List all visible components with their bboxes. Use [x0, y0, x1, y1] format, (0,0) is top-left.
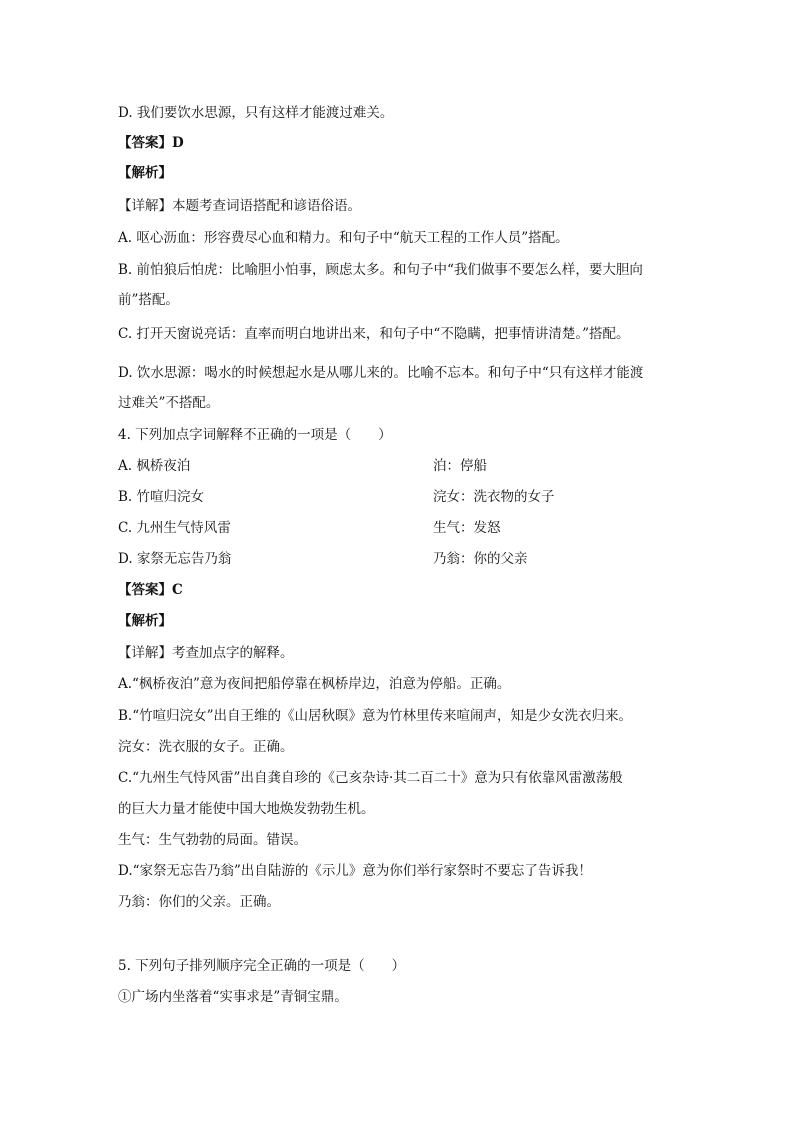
q3-analysis-d-line1: D. 饮水思源：喝水的时候想起水是从哪儿来的。比喻不忘本。和句子中“只有这样才能渡: [118, 365, 644, 381]
q5-item-1: ①广场内坐落着“实事求是”青铜宝鼎。: [118, 989, 348, 1005]
q3-option-d: D. 我们要饮水思源，只有这样才能渡过难关。: [118, 105, 394, 121]
q4-option-c-left: C. 九州生气恃风雷: [118, 520, 231, 536]
q3-analysis-b-line1: B. 前怕狼后怕虎：比喻胆小怕事，顾虑太多。和句子中“我们做事不要怎么样，要大胆向: [118, 262, 643, 278]
q3-analysis-label: 【解析】: [118, 165, 172, 181]
q3-analysis-a: A. 呕心沥血：形容费尽心血和精力。和句子中“航天工程的工作人员”搭配。: [118, 230, 569, 246]
q3-answer: 【答案】D: [118, 135, 184, 151]
q4-analysis-b-line1: B.“竹喧归浣女”出自王维的《山居秋暝》意为竹林里传来喧闹声，知是少女洗衣归来。: [118, 708, 633, 724]
q4-option-d-right: 乃翁：你的父亲: [433, 551, 528, 567]
q4-detail: 【详解】考查加点字的解释。: [118, 645, 294, 661]
q4-option-c: [118, 519, 501, 537]
q3-analysis-c: C. 打开天窗说亮话：直率而明白地讲出来，和句子中“不隐瞒，把事情讲清楚。”搭配。: [118, 326, 630, 342]
q4-option-b: [118, 488, 555, 506]
q4-analysis-a: A.“枫桥夜泊”意为夜间把船停靠在枫桥岸边，泊意为停船。正确。: [118, 676, 511, 692]
q4-analysis-c-line3: 生气：生气勃勃的局面。错误。: [118, 832, 307, 848]
q4-analysis-d-line1: D.“家祭无忘告乃翁”出自陆游的《示儿》意为你们举行家祭时不要忘了告诉我！: [118, 863, 592, 879]
q4-answer: 【答案】C: [118, 582, 183, 598]
q4-option-a-left: A. 枫桥夜泊: [118, 458, 191, 474]
q3-analysis-d-line2: 过难关”不搭配。: [118, 395, 220, 411]
q4-option-a: [118, 457, 487, 475]
q4-option-d-left: D. 家祭无忘告乃翁: [118, 551, 232, 567]
q4-analysis-label: 【解析】: [118, 613, 172, 629]
q5-stem: 5. 下列句子排列顺序完全正确的一项是（ ）: [118, 958, 406, 974]
q4-option-d: [118, 550, 528, 568]
q3-analysis-b-line2: 前”搭配。: [118, 292, 179, 308]
q4-option-c-right: 生气：发怒: [433, 520, 501, 536]
q4-option-b-right: 浣女：洗衣物的女子: [433, 489, 555, 505]
q4-analysis-c-line1: C.“九州生气恃风雷”出自龚自珍的《己亥杂诗·其二百二十》意为只有依靠风雷激荡般: [118, 770, 623, 786]
q4-analysis-d-line2: 乃翁：你们的父亲。正确。: [118, 894, 280, 910]
q4-option-a-right: 泊：停船: [433, 458, 487, 474]
q3-detail: 【详解】本题考查词语搭配和谚语俗语。: [118, 198, 361, 214]
q4-option-b-left: B. 竹喧归浣女: [118, 489, 205, 505]
q4-analysis-c-line2: 的巨大力量才能使中国大地焕发勃勃生机。: [118, 801, 375, 817]
q4-stem: 4. 下列加点字词解释不正确的一项是（ ）: [118, 427, 392, 443]
q4-analysis-b-line2: 浣女：洗衣服的女子。正确。: [118, 739, 294, 755]
